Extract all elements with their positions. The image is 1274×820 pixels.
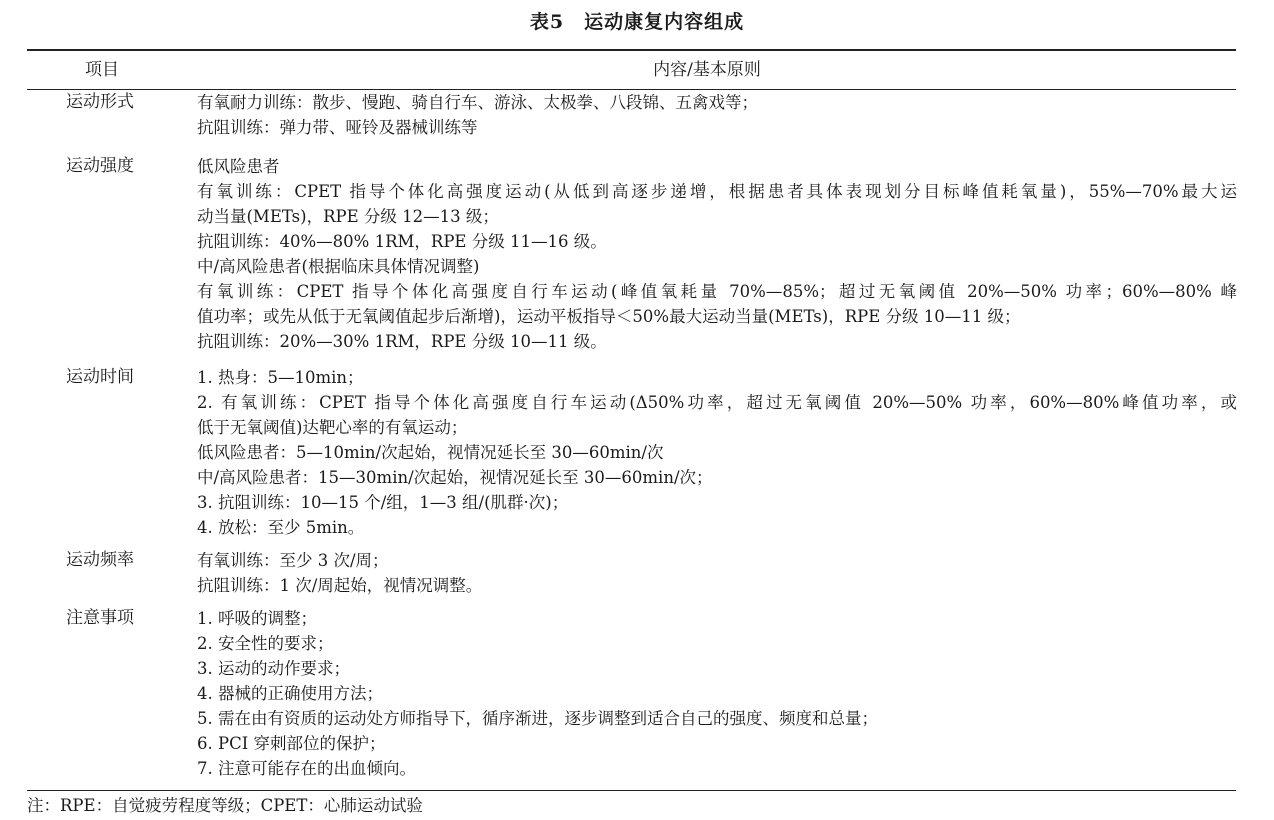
content-line: 中/高风险患者(根据临床具体情况调整) bbox=[197, 257, 480, 276]
row-label-frequency: 运动频率 bbox=[66, 550, 134, 570]
content-line: 5. 需在由有资质的运动处方师指导下，循序渐进，逐步调整到适合自己的强度、频度和总量； bbox=[197, 709, 878, 728]
content-line: 低于无氧阈值)达靶心率的有氧运动； bbox=[197, 418, 468, 437]
row-content-frequency bbox=[197, 548, 1237, 598]
row-content-duration bbox=[197, 365, 1237, 540]
content-line: 1. 呼吸的调整； bbox=[197, 609, 317, 628]
row-label-intensity: 运动强度 bbox=[66, 156, 134, 176]
content-line: 中/高风险患者：15—30min/次起始，视情况延长至 30—60min/次； bbox=[197, 468, 713, 487]
row-label-duration: 运动时间 bbox=[66, 367, 134, 387]
content-line: 低风险患者 bbox=[197, 157, 280, 176]
content-line: 1. 热身：5—10min； bbox=[197, 368, 364, 387]
content-line: 动当量(METs)，RPE 分级 12—13 级； bbox=[197, 207, 499, 226]
content-line: 抗阻训练：20%—30% 1RM，RPE 分级 10—11 级。 bbox=[197, 332, 607, 351]
content-line: 6. PCI 穿刺部位的保护； bbox=[197, 734, 386, 753]
row-label-form: 运动形式 bbox=[66, 92, 134, 112]
content-line: 有氧训练：CPET 指导个体化高强度自行车运动(峰值氧耗量 70%—85%；超过无氧阈值 20%—50% 功率；60%—80% 峰 bbox=[197, 282, 1237, 301]
table-title: 表5 运动康复内容组成 bbox=[529, 11, 745, 33]
content-line: 抗阻训练：40%—80% 1RM，RPE 分级 11—16 级。 bbox=[197, 232, 607, 251]
bottom-rule bbox=[27, 790, 1236, 791]
content-line: 抗阻训练：弹力带、哑铃及器械训练等 bbox=[197, 118, 478, 137]
row-content-intensity bbox=[197, 154, 1237, 354]
content-line: 低风险患者：5—10min/次起始，视情况延长至 30—60min/次 bbox=[197, 443, 664, 462]
row-content-form bbox=[197, 90, 1237, 140]
header-item: 项目 bbox=[85, 60, 119, 80]
content-line: 有氧耐力训练：散步、慢跑、骑自行车、游泳、太极拳、八段锦、五禽戏等； bbox=[197, 93, 758, 112]
content-line: 有氧训练：CPET 指导个体化高强度运动(从低到高逐步递增，根据患者具体表现划分目标峰值耗氧量)，55%—70%最大运 bbox=[197, 182, 1237, 201]
content-line: 抗阻训练：1 次/周起始，视情况调整。 bbox=[197, 576, 483, 595]
content-line: 4. 放松：至少 5min。 bbox=[197, 518, 365, 537]
content-line: 7. 注意可能存在的出血倾向。 bbox=[197, 759, 416, 778]
top-rule bbox=[27, 49, 1236, 51]
content-line: 值功率；或先从低于无氧阈值起步后渐增)，运动平板指导＜50%最大运动当量(METs)，RPE 分级 10—11 级； bbox=[197, 307, 1021, 326]
content-line: 2. 安全性的要求； bbox=[197, 634, 334, 653]
content-line: 4. 器械的正确使用方法； bbox=[197, 684, 383, 703]
header-content: 内容/基本原则 bbox=[653, 60, 761, 80]
content-line: 3. 运动的动作要求； bbox=[197, 659, 350, 678]
table-footnote: 注：RPE：自觉疲劳程度等级；CPET：心肺运动试验 bbox=[27, 796, 423, 815]
row-label-precautions: 注意事项 bbox=[66, 608, 134, 628]
content-line: 有氧训练：至少 3 次/周； bbox=[197, 551, 389, 570]
content-line: 3. 抗阻训练：10—15 个/组，1—3 组/(肌群·次)； bbox=[197, 493, 569, 512]
content-line: 2. 有氧训练：CPET 指导个体化高强度自行车运动(Δ50%功率，超过无氧阈值 20%—50% 功率，60%—80%峰值功率，或 bbox=[197, 393, 1237, 412]
row-content-precautions bbox=[197, 606, 1237, 781]
